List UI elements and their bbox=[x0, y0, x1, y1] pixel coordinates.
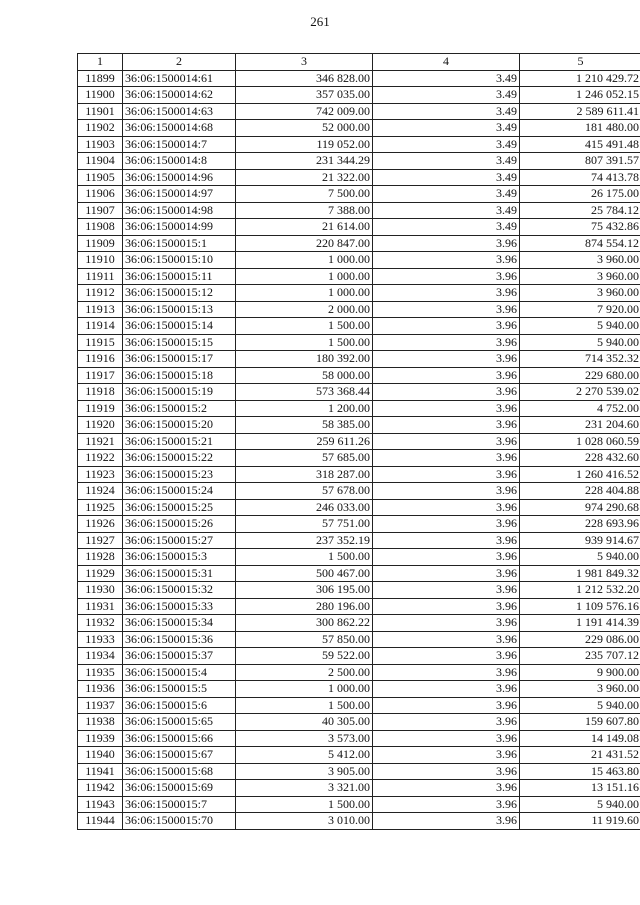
row-number-cell: 11931 bbox=[78, 598, 123, 615]
row-number-cell: 11916 bbox=[78, 351, 123, 368]
row-number-cell: 11899 bbox=[78, 70, 123, 87]
row-number-cell: 11943 bbox=[78, 796, 123, 813]
specific-value-cell: 3.49 bbox=[373, 186, 520, 203]
area-cell: 246 033.00 bbox=[236, 499, 373, 516]
specific-value-cell: 3.96 bbox=[373, 747, 520, 764]
cadastral-value-cell: 74 413.78 bbox=[520, 169, 640, 186]
specific-value-cell: 3.49 bbox=[373, 169, 520, 186]
cadastral-number-cell: 36:06:1500015:20 bbox=[123, 417, 236, 434]
row-number-cell: 11929 bbox=[78, 565, 123, 582]
cadastral-number-cell: 36:06:1500014:62 bbox=[123, 87, 236, 104]
area-cell: 1 500.00 bbox=[236, 334, 373, 351]
area-cell: 2 500.00 bbox=[236, 664, 373, 681]
table-row bbox=[78, 796, 640, 813]
specific-value-cell: 3.96 bbox=[373, 334, 520, 351]
specific-value-cell: 3.96 bbox=[373, 318, 520, 335]
table-row bbox=[78, 598, 640, 615]
specific-value-cell: 3.96 bbox=[373, 367, 520, 384]
table-row bbox=[78, 400, 640, 417]
specific-value-cell: 3.96 bbox=[373, 516, 520, 533]
cadastral-number-cell: 36:06:1500015:5 bbox=[123, 681, 236, 698]
table-row bbox=[78, 565, 640, 582]
specific-value-cell: 3.96 bbox=[373, 483, 520, 500]
row-number-cell: 11935 bbox=[78, 664, 123, 681]
cadastral-number-cell: 36:06:1500014:98 bbox=[123, 202, 236, 219]
row-number-cell: 11927 bbox=[78, 532, 123, 549]
specific-value-cell: 3.96 bbox=[373, 681, 520, 698]
cadastral-number-cell: 36:06:1500014:7 bbox=[123, 136, 236, 153]
cadastral-value-cell: 2 589 611.41 bbox=[520, 103, 640, 120]
cadastral-number-cell: 36:06:1500015:2 bbox=[123, 400, 236, 417]
area-cell: 3 573.00 bbox=[236, 730, 373, 747]
cadastral-value-cell: 5 940.00 bbox=[520, 318, 640, 335]
area-cell: 306 195.00 bbox=[236, 582, 373, 599]
table-row bbox=[78, 136, 640, 153]
cadastral-number-cell: 36:06:1500015:11 bbox=[123, 268, 236, 285]
column-header-3: 3 bbox=[236, 54, 373, 71]
cadastral-value-cell: 1 246 052.15 bbox=[520, 87, 640, 104]
cadastral-number-cell: 36:06:1500014:68 bbox=[123, 120, 236, 137]
table-header bbox=[78, 54, 640, 71]
table-row bbox=[78, 483, 640, 500]
cadastral-number-cell: 36:06:1500014:99 bbox=[123, 219, 236, 236]
cadastral-number-cell: 36:06:1500015:19 bbox=[123, 384, 236, 401]
row-number-cell: 11914 bbox=[78, 318, 123, 335]
row-number-cell: 11922 bbox=[78, 450, 123, 467]
table-row bbox=[78, 532, 640, 549]
cadastral-number-cell: 36:06:1500015:67 bbox=[123, 747, 236, 764]
cadastral-number-cell: 36:06:1500015:22 bbox=[123, 450, 236, 467]
table-row bbox=[78, 499, 640, 516]
table-row bbox=[78, 549, 640, 566]
area-cell: 57 685.00 bbox=[236, 450, 373, 467]
table-row bbox=[78, 780, 640, 797]
cadastral-value-cell: 75 432.86 bbox=[520, 219, 640, 236]
cadastral-value-cell: 159 607.80 bbox=[520, 714, 640, 731]
table-row bbox=[78, 714, 640, 731]
cadastral-number-cell: 36:06:1500015:3 bbox=[123, 549, 236, 566]
cadastral-value-cell: 5 940.00 bbox=[520, 697, 640, 714]
cadastral-value-table bbox=[77, 53, 640, 830]
area-cell: 300 862.22 bbox=[236, 615, 373, 632]
table-row bbox=[78, 582, 640, 599]
specific-value-cell: 3.96 bbox=[373, 351, 520, 368]
cadastral-value-cell: 181 480.00 bbox=[520, 120, 640, 137]
area-cell: 7 388.00 bbox=[236, 202, 373, 219]
specific-value-cell: 3.96 bbox=[373, 417, 520, 434]
cadastral-value-cell: 14 149.08 bbox=[520, 730, 640, 747]
cadastral-value-cell: 1 981 849.32 bbox=[520, 565, 640, 582]
table-row bbox=[78, 120, 640, 137]
cadastral-number-cell: 36:06:1500015:23 bbox=[123, 466, 236, 483]
row-number-cell: 11920 bbox=[78, 417, 123, 434]
specific-value-cell: 3.96 bbox=[373, 268, 520, 285]
table-row bbox=[78, 70, 640, 87]
specific-value-cell: 3.96 bbox=[373, 433, 520, 450]
row-number-cell: 11923 bbox=[78, 466, 123, 483]
specific-value-cell: 3.96 bbox=[373, 466, 520, 483]
area-cell: 1 500.00 bbox=[236, 318, 373, 335]
table-row bbox=[78, 351, 640, 368]
area-cell: 1 500.00 bbox=[236, 697, 373, 714]
row-number-cell: 11928 bbox=[78, 549, 123, 566]
specific-value-cell: 3.96 bbox=[373, 648, 520, 665]
row-number-cell: 11903 bbox=[78, 136, 123, 153]
row-number-cell: 11924 bbox=[78, 483, 123, 500]
area-cell: 231 344.29 bbox=[236, 153, 373, 170]
table-row bbox=[78, 219, 640, 236]
table-row bbox=[78, 318, 640, 335]
area-cell: 1 000.00 bbox=[236, 681, 373, 698]
cadastral-number-cell: 36:06:1500015:68 bbox=[123, 763, 236, 780]
table-row bbox=[78, 252, 640, 269]
table-row bbox=[78, 87, 640, 104]
cadastral-value-cell: 1 212 532.20 bbox=[520, 582, 640, 599]
cadastral-value-cell: 7 920.00 bbox=[520, 301, 640, 318]
table-row bbox=[78, 763, 640, 780]
area-cell: 57 751.00 bbox=[236, 516, 373, 533]
table-row bbox=[78, 153, 640, 170]
area-cell: 237 352.19 bbox=[236, 532, 373, 549]
area-cell: 3 010.00 bbox=[236, 813, 373, 830]
table-body bbox=[78, 70, 640, 829]
row-number-cell: 11910 bbox=[78, 252, 123, 269]
table-row bbox=[78, 186, 640, 203]
row-number-cell: 11909 bbox=[78, 235, 123, 252]
area-cell: 1 000.00 bbox=[236, 252, 373, 269]
row-number-cell: 11919 bbox=[78, 400, 123, 417]
specific-value-cell: 3.96 bbox=[373, 664, 520, 681]
cadastral-value-cell: 3 960.00 bbox=[520, 681, 640, 698]
specific-value-cell: 3.96 bbox=[373, 235, 520, 252]
area-cell: 5 412.00 bbox=[236, 747, 373, 764]
cadastral-value-cell: 21 431.52 bbox=[520, 747, 640, 764]
cadastral-number-cell: 36:06:1500015:66 bbox=[123, 730, 236, 747]
area-cell: 357 035.00 bbox=[236, 87, 373, 104]
cadastral-value-cell: 25 784.12 bbox=[520, 202, 640, 219]
area-cell: 52 000.00 bbox=[236, 120, 373, 137]
area-cell: 2 000.00 bbox=[236, 301, 373, 318]
row-number-cell: 11934 bbox=[78, 648, 123, 665]
specific-value-cell: 3.49 bbox=[373, 103, 520, 120]
row-number-cell: 11937 bbox=[78, 697, 123, 714]
cadastral-value-cell: 1 210 429.72 bbox=[520, 70, 640, 87]
cadastral-value-cell: 1 191 414.39 bbox=[520, 615, 640, 632]
area-cell: 58 000.00 bbox=[236, 367, 373, 384]
row-number-cell: 11912 bbox=[78, 285, 123, 302]
specific-value-cell: 3.96 bbox=[373, 598, 520, 615]
cadastral-number-cell: 36:06:1500015:32 bbox=[123, 582, 236, 599]
table-row bbox=[78, 268, 640, 285]
area-cell: 1 000.00 bbox=[236, 285, 373, 302]
area-cell: 180 392.00 bbox=[236, 351, 373, 368]
cadastral-value-cell: 15 463.80 bbox=[520, 763, 640, 780]
cadastral-value-cell: 1 260 416.52 bbox=[520, 466, 640, 483]
area-cell: 21 614.00 bbox=[236, 219, 373, 236]
table-row bbox=[78, 813, 640, 830]
row-number-cell: 11913 bbox=[78, 301, 123, 318]
table-row bbox=[78, 384, 640, 401]
column-header-2: 2 bbox=[123, 54, 236, 71]
area-cell: 40 305.00 bbox=[236, 714, 373, 731]
cadastral-value-cell: 13 151.16 bbox=[520, 780, 640, 797]
page-number: 261 bbox=[310, 14, 330, 29]
table-row bbox=[78, 450, 640, 467]
table-row bbox=[78, 730, 640, 747]
specific-value-cell: 3.96 bbox=[373, 285, 520, 302]
area-cell: 220 847.00 bbox=[236, 235, 373, 252]
column-header-1: 1 bbox=[78, 54, 123, 71]
cadastral-number-cell: 36:06:1500015:13 bbox=[123, 301, 236, 318]
area-cell: 573 368.44 bbox=[236, 384, 373, 401]
row-number-cell: 11900 bbox=[78, 87, 123, 104]
cadastral-number-cell: 36:06:1500015:25 bbox=[123, 499, 236, 516]
cadastral-value-cell: 231 204.60 bbox=[520, 417, 640, 434]
cadastral-number-cell: 36:06:1500015:70 bbox=[123, 813, 236, 830]
cadastral-number-cell: 36:06:1500015:36 bbox=[123, 631, 236, 648]
table-row bbox=[78, 285, 640, 302]
row-number-cell: 11901 bbox=[78, 103, 123, 120]
area-cell: 3 905.00 bbox=[236, 763, 373, 780]
specific-value-cell: 3.96 bbox=[373, 730, 520, 747]
row-number-cell: 11936 bbox=[78, 681, 123, 698]
area-cell: 57 850.00 bbox=[236, 631, 373, 648]
cadastral-value-cell: 3 960.00 bbox=[520, 268, 640, 285]
specific-value-cell: 3.96 bbox=[373, 400, 520, 417]
specific-value-cell: 3.96 bbox=[373, 252, 520, 269]
cadastral-value-cell: 939 914.67 bbox=[520, 532, 640, 549]
row-number-cell: 11905 bbox=[78, 169, 123, 186]
specific-value-cell: 3.96 bbox=[373, 697, 520, 714]
cadastral-value-cell: 4 752.00 bbox=[520, 400, 640, 417]
row-number-cell: 11918 bbox=[78, 384, 123, 401]
specific-value-cell: 3.96 bbox=[373, 565, 520, 582]
cadastral-value-cell: 9 900.00 bbox=[520, 664, 640, 681]
specific-value-cell: 3.49 bbox=[373, 87, 520, 104]
area-cell: 7 500.00 bbox=[236, 186, 373, 203]
specific-value-cell: 3.96 bbox=[373, 549, 520, 566]
area-cell: 346 828.00 bbox=[236, 70, 373, 87]
cadastral-number-cell: 36:06:1500015:26 bbox=[123, 516, 236, 533]
specific-value-cell: 3.96 bbox=[373, 714, 520, 731]
cadastral-number-cell: 36:06:1500015:6 bbox=[123, 697, 236, 714]
row-number-cell: 11941 bbox=[78, 763, 123, 780]
table-row bbox=[78, 631, 640, 648]
cadastral-value-cell: 807 391.57 bbox=[520, 153, 640, 170]
cadastral-value-cell: 714 352.32 bbox=[520, 351, 640, 368]
cadastral-value-cell: 415 491.48 bbox=[520, 136, 640, 153]
cadastral-value-cell: 974 290.68 bbox=[520, 499, 640, 516]
table-row bbox=[78, 681, 640, 698]
cadastral-number-cell: 36:06:1500015:12 bbox=[123, 285, 236, 302]
row-number-cell: 11926 bbox=[78, 516, 123, 533]
area-cell: 1 200.00 bbox=[236, 400, 373, 417]
area-cell: 119 052.00 bbox=[236, 136, 373, 153]
area-cell: 58 385.00 bbox=[236, 417, 373, 434]
row-number-cell: 11942 bbox=[78, 780, 123, 797]
specific-value-cell: 3.96 bbox=[373, 582, 520, 599]
row-number-cell: 11908 bbox=[78, 219, 123, 236]
cadastral-number-cell: 36:06:1500015:24 bbox=[123, 483, 236, 500]
cadastral-value-cell: 229 680.00 bbox=[520, 367, 640, 384]
cadastral-number-cell: 36:06:1500015:27 bbox=[123, 532, 236, 549]
area-cell: 3 321.00 bbox=[236, 780, 373, 797]
cadastral-value-cell: 2 270 539.02 bbox=[520, 384, 640, 401]
area-cell: 1 000.00 bbox=[236, 268, 373, 285]
table-row bbox=[78, 103, 640, 120]
cadastral-number-cell: 36:06:1500015:33 bbox=[123, 598, 236, 615]
cadastral-value-cell: 11 919.60 bbox=[520, 813, 640, 830]
cadastral-number-cell: 36:06:1500015:18 bbox=[123, 367, 236, 384]
area-cell: 280 196.00 bbox=[236, 598, 373, 615]
row-number-cell: 11933 bbox=[78, 631, 123, 648]
specific-value-cell: 3.49 bbox=[373, 120, 520, 137]
column-header-4: 4 bbox=[373, 54, 520, 71]
cadastral-number-cell: 36:06:1500015:31 bbox=[123, 565, 236, 582]
cadastral-number-cell: 36:06:1500015:14 bbox=[123, 318, 236, 335]
table-row bbox=[78, 615, 640, 632]
specific-value-cell: 3.96 bbox=[373, 631, 520, 648]
cadastral-number-cell: 36:06:1500015:37 bbox=[123, 648, 236, 665]
row-number-cell: 11925 bbox=[78, 499, 123, 516]
cadastral-value-cell: 3 960.00 bbox=[520, 285, 640, 302]
cadastral-number-cell: 36:06:1500014:96 bbox=[123, 169, 236, 186]
cadastral-value-cell: 5 940.00 bbox=[520, 334, 640, 351]
cadastral-value-cell: 3 960.00 bbox=[520, 252, 640, 269]
row-number-cell: 11938 bbox=[78, 714, 123, 731]
row-number-cell: 11917 bbox=[78, 367, 123, 384]
cadastral-number-cell: 36:06:1500015:69 bbox=[123, 780, 236, 797]
table-row bbox=[78, 466, 640, 483]
cadastral-number-cell: 36:06:1500015:21 bbox=[123, 433, 236, 450]
row-number-cell: 11902 bbox=[78, 120, 123, 137]
cadastral-value-cell: 229 086.00 bbox=[520, 631, 640, 648]
cadastral-number-cell: 36:06:1500015:4 bbox=[123, 664, 236, 681]
specific-value-cell: 3.49 bbox=[373, 202, 520, 219]
specific-value-cell: 3.96 bbox=[373, 763, 520, 780]
table-row bbox=[78, 202, 640, 219]
cadastral-value-cell: 26 175.00 bbox=[520, 186, 640, 203]
row-number-cell: 11911 bbox=[78, 268, 123, 285]
specific-value-cell: 3.96 bbox=[373, 796, 520, 813]
row-number-cell: 11940 bbox=[78, 747, 123, 764]
cadastral-number-cell: 36:06:1500015:15 bbox=[123, 334, 236, 351]
specific-value-cell: 3.49 bbox=[373, 136, 520, 153]
area-cell: 57 678.00 bbox=[236, 483, 373, 500]
cadastral-value-cell: 5 940.00 bbox=[520, 549, 640, 566]
row-number-cell: 11906 bbox=[78, 186, 123, 203]
table-row bbox=[78, 433, 640, 450]
table-row bbox=[78, 235, 640, 252]
cadastral-value-cell: 1 109 576.16 bbox=[520, 598, 640, 615]
cadastral-value-cell: 1 028 060.59 bbox=[520, 433, 640, 450]
cadastral-number-cell: 36:06:1500015:65 bbox=[123, 714, 236, 731]
cadastral-number-cell: 36:06:1500014:97 bbox=[123, 186, 236, 203]
row-number-cell: 11939 bbox=[78, 730, 123, 747]
row-number-cell: 11930 bbox=[78, 582, 123, 599]
area-cell: 259 611.26 bbox=[236, 433, 373, 450]
specific-value-cell: 3.96 bbox=[373, 499, 520, 516]
area-cell: 742 009.00 bbox=[236, 103, 373, 120]
row-number-cell: 11915 bbox=[78, 334, 123, 351]
row-number-cell: 11944 bbox=[78, 813, 123, 830]
area-cell: 59 522.00 bbox=[236, 648, 373, 665]
table-row bbox=[78, 334, 640, 351]
specific-value-cell: 3.49 bbox=[373, 219, 520, 236]
cadastral-number-cell: 36:06:1500015:10 bbox=[123, 252, 236, 269]
specific-value-cell: 3.96 bbox=[373, 615, 520, 632]
specific-value-cell: 3.96 bbox=[373, 780, 520, 797]
cadastral-number-cell: 36:06:1500015:1 bbox=[123, 235, 236, 252]
row-number-cell: 11921 bbox=[78, 433, 123, 450]
table-row bbox=[78, 664, 640, 681]
row-number-cell: 11904 bbox=[78, 153, 123, 170]
area-cell: 1 500.00 bbox=[236, 796, 373, 813]
area-cell: 1 500.00 bbox=[236, 549, 373, 566]
cadastral-number-cell: 36:06:1500014:8 bbox=[123, 153, 236, 170]
table-row bbox=[78, 367, 640, 384]
table-row bbox=[78, 169, 640, 186]
area-cell: 21 322.00 bbox=[236, 169, 373, 186]
area-cell: 318 287.00 bbox=[236, 466, 373, 483]
table-row bbox=[78, 417, 640, 434]
cadastral-number-cell: 36:06:1500015:34 bbox=[123, 615, 236, 632]
specific-value-cell: 3.49 bbox=[373, 70, 520, 87]
table-row bbox=[78, 648, 640, 665]
table-row bbox=[78, 301, 640, 318]
cadastral-number-cell: 36:06:1500014:61 bbox=[123, 70, 236, 87]
column-header-5: 5 bbox=[520, 54, 640, 71]
cadastral-number-cell: 36:06:1500014:63 bbox=[123, 103, 236, 120]
area-cell: 500 467.00 bbox=[236, 565, 373, 582]
cadastral-value-cell: 235 707.12 bbox=[520, 648, 640, 665]
cadastral-value-cell: 228 404.88 bbox=[520, 483, 640, 500]
table-row bbox=[78, 516, 640, 533]
header-row bbox=[78, 54, 640, 71]
specific-value-cell: 3.49 bbox=[373, 153, 520, 170]
table-row bbox=[78, 747, 640, 764]
cadastral-value-cell: 874 554.12 bbox=[520, 235, 640, 252]
cadastral-value-cell: 228 432.60 bbox=[520, 450, 640, 467]
specific-value-cell: 3.96 bbox=[373, 813, 520, 830]
specific-value-cell: 3.96 bbox=[373, 384, 520, 401]
cadastral-number-cell: 36:06:1500015:17 bbox=[123, 351, 236, 368]
specific-value-cell: 3.96 bbox=[373, 301, 520, 318]
row-number-cell: 11907 bbox=[78, 202, 123, 219]
specific-value-cell: 3.96 bbox=[373, 450, 520, 467]
specific-value-cell: 3.96 bbox=[373, 532, 520, 549]
cadastral-number-cell: 36:06:1500015:7 bbox=[123, 796, 236, 813]
table-row bbox=[78, 697, 640, 714]
cadastral-value-cell: 5 940.00 bbox=[520, 796, 640, 813]
row-number-cell: 11932 bbox=[78, 615, 123, 632]
cadastral-value-cell: 228 693.96 bbox=[520, 516, 640, 533]
